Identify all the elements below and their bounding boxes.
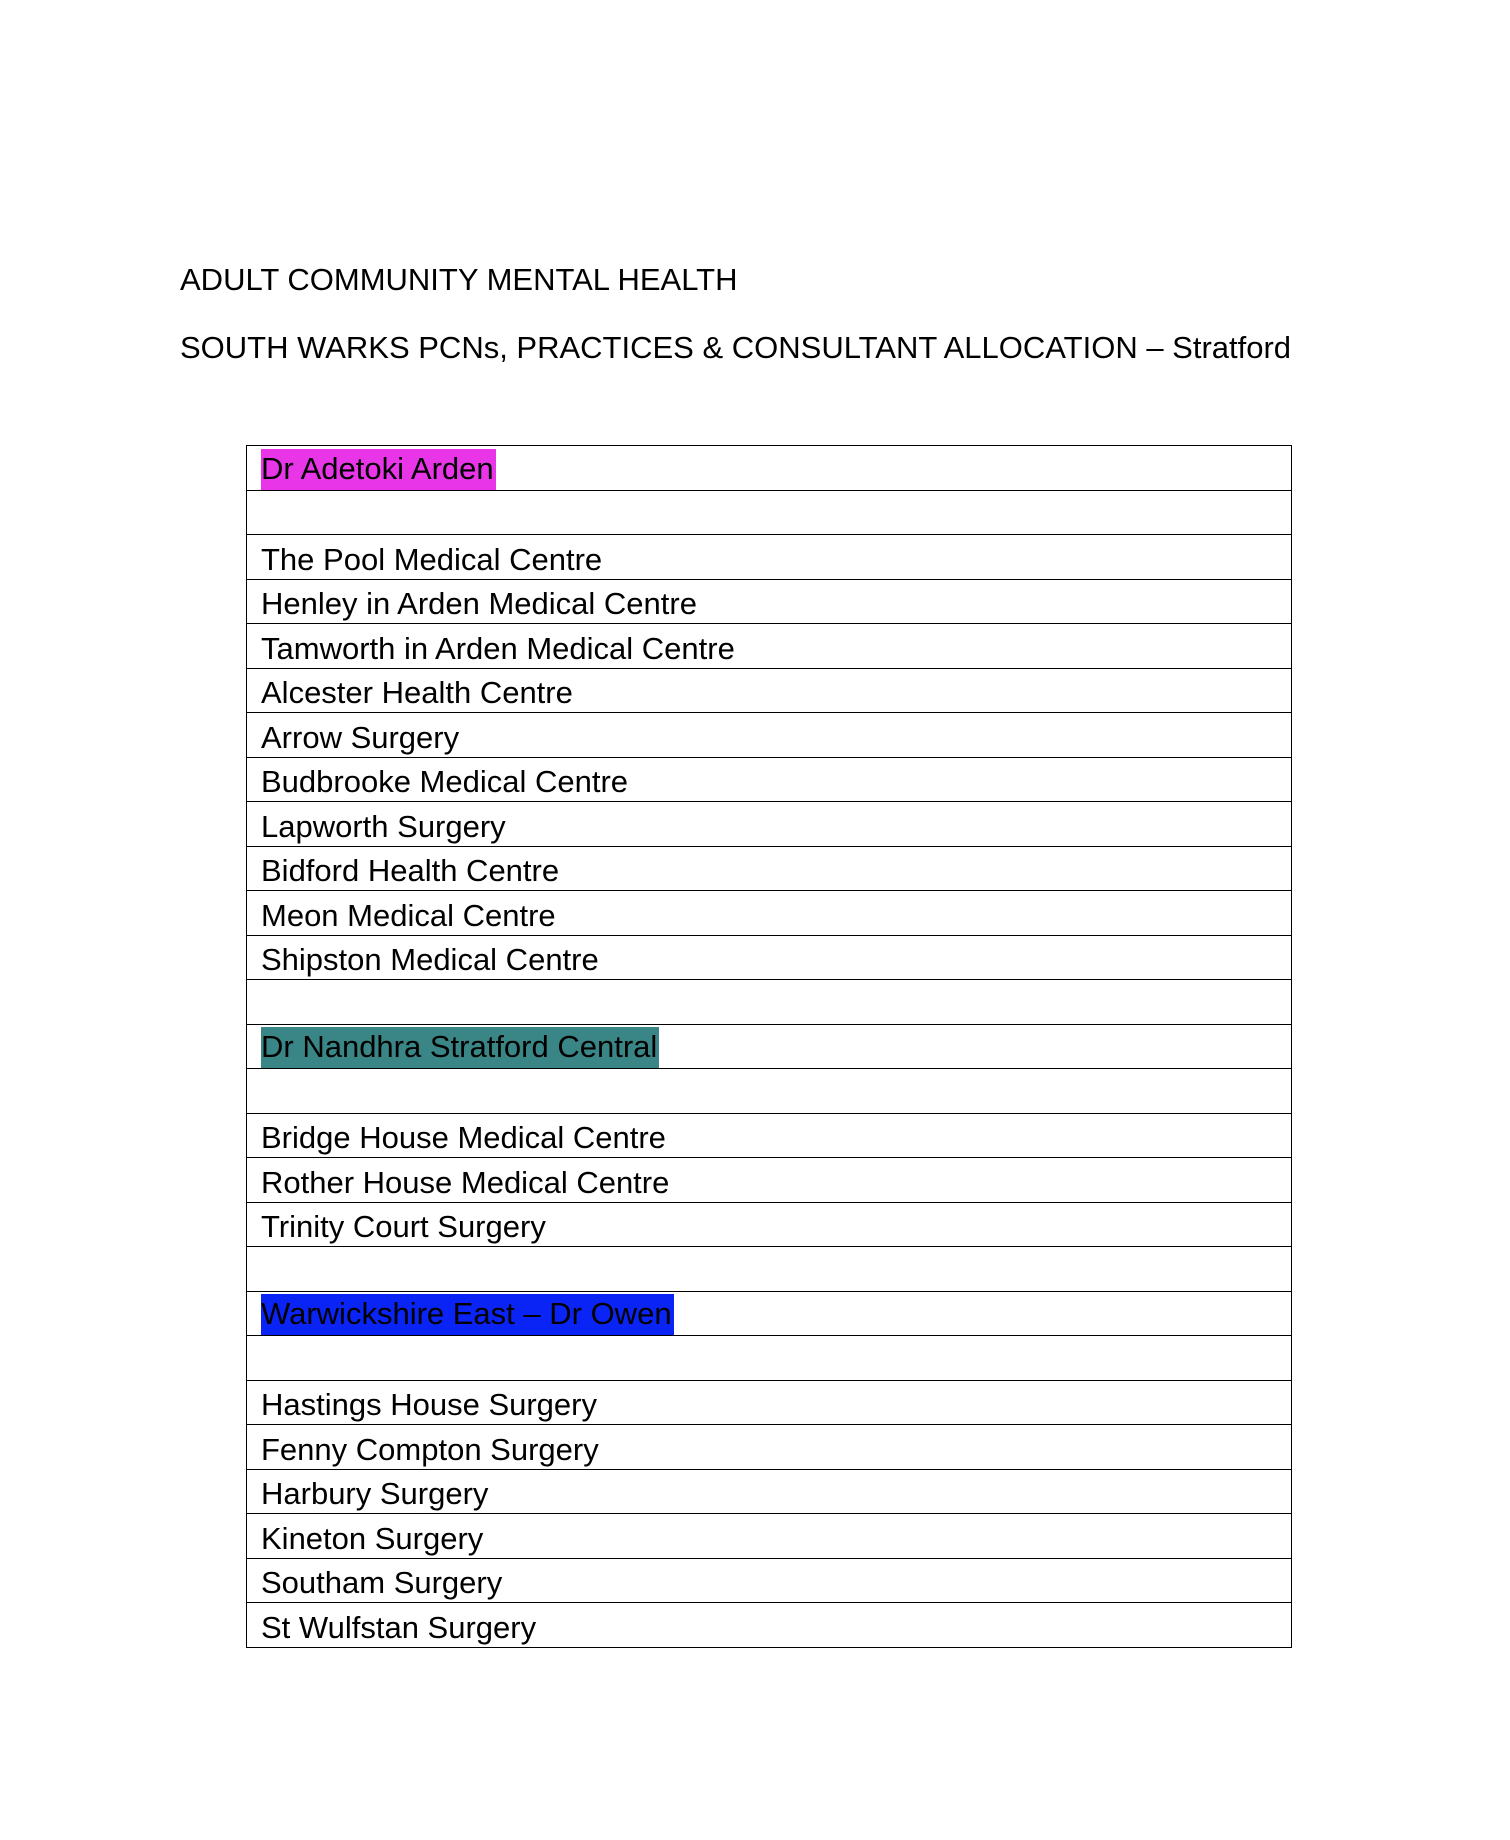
practice-name: Shipston Medical Centre (261, 942, 599, 977)
practice-name: Harbury Surgery (261, 1476, 489, 1511)
practice-row (247, 1469, 1292, 1514)
practice-cell (247, 535, 1292, 580)
consultant-row (247, 1024, 1292, 1069)
practice-row (247, 668, 1292, 713)
practice-row (247, 846, 1292, 891)
practice-row (247, 1603, 1292, 1648)
practice-row (247, 1202, 1292, 1247)
practice-cell (247, 1558, 1292, 1603)
practice-name: Meon Medical Centre (261, 897, 556, 933)
blank-cell (247, 1069, 1292, 1114)
practice-row (247, 1514, 1292, 1559)
document-subtitle: SOUTH WARKS PCNs, PRACTICES & CONSULTANT ALLOCATION – Stratford (180, 330, 1292, 365)
practice-cell (247, 1202, 1292, 1247)
blank-cell (247, 980, 1292, 1025)
practice-cell (247, 668, 1292, 713)
consultant-heading-arden: Dr Adetoki Arden (261, 449, 496, 490)
practice-row (247, 624, 1292, 669)
practice-name: Bidford Health Centre (261, 853, 560, 888)
practice-row (247, 757, 1292, 802)
practice-cell (247, 1425, 1292, 1470)
practice-cell (247, 1380, 1292, 1425)
practice-row (247, 935, 1292, 980)
practice-cell (247, 935, 1292, 980)
practice-cell (247, 1113, 1292, 1158)
practice-name: Bridge House Medical Centre (261, 1120, 666, 1155)
practice-row (247, 891, 1292, 936)
practice-name: Arrow Surgery (261, 719, 460, 755)
practice-name: Henley in Arden Medical Centre (261, 586, 697, 621)
practice-row (247, 535, 1292, 580)
practice-cell (247, 1158, 1292, 1203)
blank-row (247, 980, 1292, 1025)
practice-name: St Wulfstan Surgery (261, 1609, 537, 1645)
practice-cell (247, 757, 1292, 802)
practice-cell (247, 802, 1292, 847)
practice-name: Trinity Court Surgery (261, 1209, 546, 1244)
blank-cell (247, 1247, 1292, 1292)
practice-name: Tamworth in Arden Medical Centre (261, 630, 735, 666)
practice-cell (247, 624, 1292, 669)
blank-cell (247, 1336, 1292, 1381)
consultant-cell (247, 446, 1292, 491)
practice-cell (247, 1603, 1292, 1648)
consultant-row (247, 1291, 1292, 1336)
practice-name: Rother House Medical Centre (261, 1164, 670, 1200)
practice-row (247, 1380, 1292, 1425)
practice-cell (247, 846, 1292, 891)
practice-row (247, 713, 1292, 758)
consultant-heading-warwickshire-east: Warwickshire East – Dr Owen (261, 1294, 674, 1335)
blank-row (247, 1336, 1292, 1381)
practice-name: The Pool Medical Centre (261, 541, 603, 577)
practice-cell (247, 713, 1292, 758)
practice-cell (247, 1514, 1292, 1559)
practice-row (247, 1425, 1292, 1470)
practice-row (247, 802, 1292, 847)
practice-row (247, 1158, 1292, 1203)
allocation-table (246, 445, 1292, 1648)
practice-name: Fenny Compton Surgery (261, 1431, 599, 1467)
blank-row (247, 1247, 1292, 1292)
consultant-row (247, 446, 1292, 491)
practice-name: Kineton Surgery (261, 1520, 484, 1556)
practice-cell (247, 579, 1292, 624)
practice-name: Lapworth Surgery (261, 808, 506, 844)
document-title: ADULT COMMUNITY MENTAL HEALTH (180, 262, 738, 297)
consultant-heading-stratford-central: Dr Nandhra Stratford Central (261, 1027, 659, 1068)
blank-cell (247, 490, 1292, 535)
practice-name: Southam Surgery (261, 1565, 503, 1600)
practice-name: Budbrooke Medical Centre (261, 764, 629, 799)
practice-row (247, 1113, 1292, 1158)
consultant-cell (247, 1291, 1292, 1336)
consultant-cell (247, 1024, 1292, 1069)
blank-row (247, 490, 1292, 535)
blank-row (247, 1069, 1292, 1114)
practice-name: Alcester Health Centre (261, 675, 573, 710)
practice-cell (247, 891, 1292, 936)
practice-row (247, 579, 1292, 624)
practice-cell (247, 1469, 1292, 1514)
practice-name: Hastings House Surgery (261, 1387, 597, 1422)
practice-row (247, 1558, 1292, 1603)
